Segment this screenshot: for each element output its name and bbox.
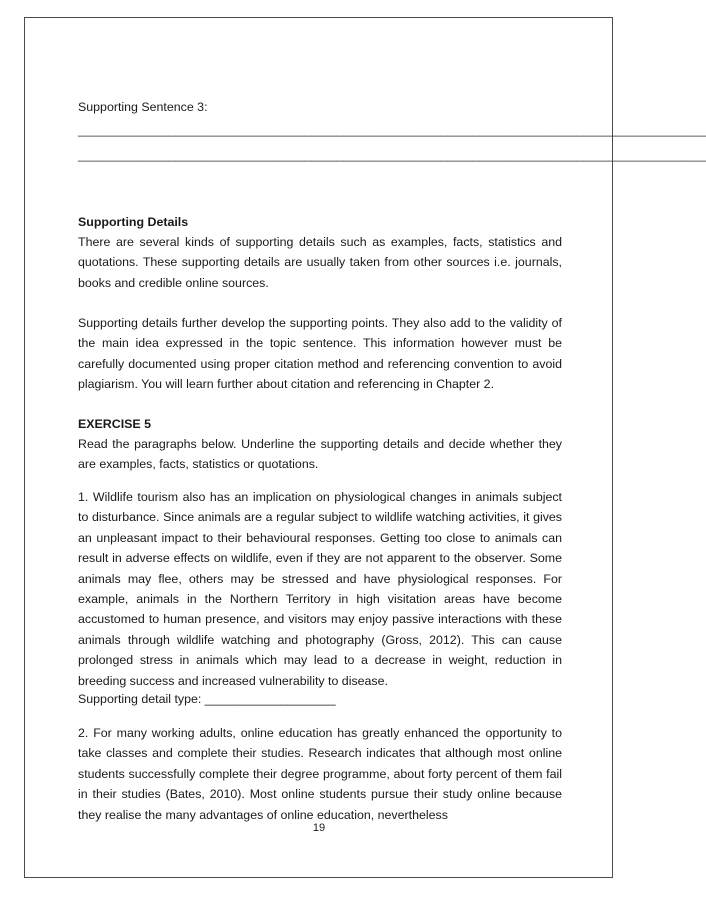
- answer-blank-line: _________________________________________________________________________________________________: [78, 148, 706, 162]
- supporting-detail-type-field: Supporting detail type: ___________________: [78, 692, 336, 706]
- supporting-details-paragraph-1: There are several kinds of supporting details such as examples, facts, statistics and quotations. These supporting details are usually taken from other sources i.e. journals, books and credible online sources.: [78, 235, 562, 290]
- supporting-details-paragraph-2: Supporting details further develop the supporting points. They also add to the validity of the main idea expressed in the topic sentence. This information however must be carefully documented using proper citation method and referencing convention to avoid plagiarism. You will learn further about citation and referencing in Chapter 2.: [78, 316, 562, 392]
- supporting-sentence-3-label: Supporting Sentence 3:: [78, 100, 208, 114]
- exercise-instructions: Read the paragraphs below. Underline the supporting details and decide whether they are examples, facts, statistics or quotations.: [78, 437, 562, 472]
- page-number: 19: [312, 822, 326, 834]
- exercise-heading: EXERCISE 5: [78, 417, 151, 431]
- exercise-item-1: 1. Wildlife tourism also has an implication on physiological changes in animals subject to disturbance. Since animals are a regular subject to wildlife watching activities, it gives an unpleasant impact to their behavioural responses. Getting too close to animals can result in adverse effects on wildlife, even if they are not apparent to the observer. Some animals may flee, others may be stressed and have physiological responses. For example, animals in the Northern Territory in high visitation areas have become accustomed to human presence, and visitors may enjoy passive interactions with these animals through wildlife watching and photography (Gross, 2012). This can cause prolonged stress in animals which may lead to a decrease in weight, reduction in breeding success and increased vulnerability to disease.: [78, 490, 562, 688]
- exercise-item-2: 2. For many working adults, online education has greatly enhanced the opportunity to take classes and complete their studies. Research indicates that although most online students successfully complete their degree programme, about forty percent of them fail in their studies (Bates, 2010). Most online students pursue their study online because they realise the many advantages of online education, nevertheless: [78, 726, 562, 822]
- supporting-details-heading: Supporting Details: [78, 215, 189, 229]
- answer-blank-line: _________________________________________________________________________________________________: [78, 123, 706, 137]
